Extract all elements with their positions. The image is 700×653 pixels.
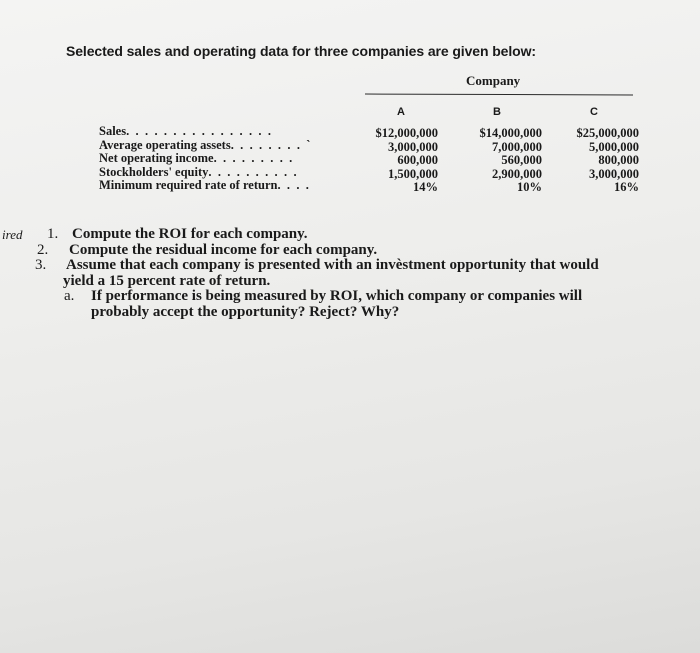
question-list (0, 227, 700, 320)
value-cell: 7,000,000 (492, 139, 542, 154)
row-label-net-income: Net operating income. . . . . . . . . (99, 151, 294, 165)
question-3a-continued (0, 305, 700, 321)
value-cell: 3,000,000 (589, 166, 639, 181)
value-cell: 800,000 (598, 153, 639, 167)
row-labels (99, 125, 312, 193)
column-header-b: B (493, 106, 501, 118)
value-cell: $12,000,000 (375, 126, 438, 140)
intro-text: Selected sales and operating data for three companies are given below: (66, 43, 536, 59)
question-text: If performance is being measured by ROI, which company or companies will (91, 288, 583, 304)
margin-note: ired (2, 227, 23, 242)
value-cell: $14,000,000 (479, 126, 542, 140)
value-cell: 5,000,000 (589, 139, 639, 154)
column-b-values (455, 127, 542, 195)
header-rule (365, 94, 633, 96)
column-header-a: A (397, 106, 405, 118)
question-number: a. (64, 288, 75, 304)
question-2 (0, 243, 700, 259)
question-text-continued: probably accept the opportunity? Reject? Why? (91, 303, 400, 320)
value-cell: 1,500,000 (388, 166, 438, 181)
question-text-continued: yield a 15 percent rate of return. (63, 272, 271, 289)
value-cell: 3,000,000 (388, 139, 438, 154)
question-text: Compute the ROI for each company. (72, 226, 308, 242)
question-number: 2. (37, 241, 49, 258)
column-a-values (352, 127, 438, 195)
question-3-continued (0, 274, 700, 290)
question-3a (0, 289, 700, 305)
question-text: Assume that each company is presented with an invèstment opportunity that would (66, 257, 599, 273)
value-cell: 10% (517, 180, 542, 194)
value-cell: 560,000 (501, 153, 542, 167)
question-number: 1. (47, 226, 59, 242)
column-c-values (555, 127, 639, 195)
value-cell: 14% (413, 180, 438, 194)
question-number: 3. (35, 257, 47, 273)
value-cell: $25,000,000 (576, 126, 639, 140)
value-cell: 2,900,000 (492, 166, 542, 181)
company-header: Company (466, 73, 521, 88)
row-label-min-return: Minimum required rate of return. . . . (99, 178, 311, 192)
question-1 (0, 227, 700, 243)
row-label-sales: Sales. . . . . . . . . . . . . . . . (99, 124, 273, 138)
value-cell: 16% (614, 180, 639, 194)
row-label-avg-assets: Average operating assets. . . . . . . . ` (99, 137, 313, 152)
row-label-equity: Stockholders' equity. . . . . . . . . . (99, 164, 299, 179)
column-header-c: C (590, 106, 598, 118)
value-cell: 600,000 (397, 153, 438, 167)
question-3 (0, 258, 700, 274)
question-text: Compute the residual income for each company. (69, 241, 378, 258)
